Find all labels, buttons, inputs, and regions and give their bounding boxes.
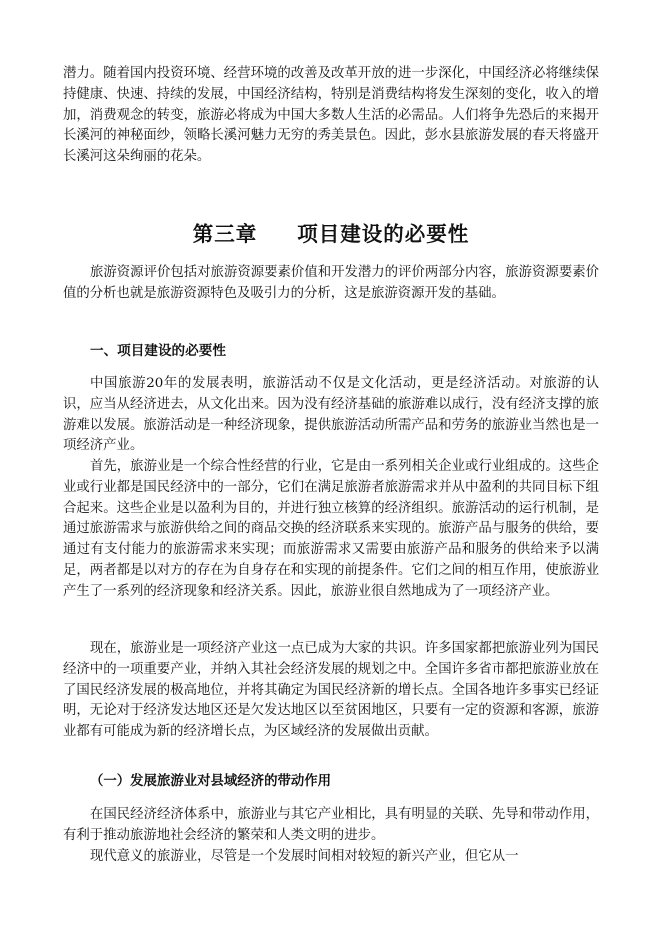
closing-paragraph-1: 在国民经济经济体系中，旅游业与其它产业相比，具有明显的关联、先导和带动作用，有利于推动旅游地社会经济的繁荣和人类文明的进步。 (63, 807, 599, 843)
body-paragraph-1: 中国旅游20年的发展表明，旅游活动不仅是文化活动，更是经济活动。对旅游的认识，应当从经济进去，从文化出来。因为没有经济基础的旅游难以成行，没有经济支撑的旅游难以发展。旅游活动是一种经济现象，提供旅游活动所需产品和劳务的旅游业当然也是一项经济产业。 (63, 376, 599, 454)
body-paragraph-3: 现在，旅游业是一项经济产业这一点已成为大家的共识。许多国家都把旅游业列为国民经济中的一项重要产业，并纳入其社会经济发展的规划之中。全国许多省市都把旅游业放在了国民经济发展的极高地位，并将其确定为国民经济新的增长点。全国各地许多事实已经证明，无论对于经济发达地区还是欠发达地区以至贫困地区，只要有一定的资源和客源，旅游业都有可能成为新的经济增长点，为区域经济的发展做出贡献。 (63, 641, 599, 740)
intro-paragraph: 旅游资源评价包括对旅游资源要素价值和开发潜力的评价两部分内容，旅游资源要素价值的分析也就是旅游资源特色及吸引力的分析，这是旅游资源开发的基础。 (63, 265, 599, 301)
subsection-heading: （一）发展旅游业对县域经济的带动作用 (90, 773, 332, 789)
chapter-title: 项目建设的必要性 (297, 222, 470, 246)
chapter-number: 第三章 (192, 222, 258, 246)
body-paragraph-2: 首先，旅游业是一个综合性经营的行业，它是由一系列相关企业或行业组成的。这些企业或行业都是国民经济中的一部分，它们在满足旅游者旅游需求并从中盈利的共同目标下组合起来。这些企业是以盈利为目的，并进行独立核算的经济组织。旅游活动的运行机制，是通过旅游需求与旅游供给之间的商品交换的经济联系来实现的。旅游产品与服务的供给，要通过有支付能力的旅游需求来实现；而旅游需求又需要由旅游产品和服务的供给来予以满足，两者都是以对方的存在为自身存在和实现的前提条件。它们之间的相互作用，使旅游业产生了一系列的经济现象和经济关系。因此，旅游业很自然地成为了一项经济产业。 (63, 459, 599, 599)
closing-paragraph-2: 现代意义的旅游业，尽管是一个发展时间相对较短的新兴产业，但它从一 (90, 849, 519, 864)
chapter-heading (0, 217, 662, 247)
top-paragraph: 潜力。随着国内投资环境、经营环境的改善及改革开放的进一步深化，中国经济必将继续保持健康、快速、持续的发展，中国经济结构，特别是消费结构将发生深刻的变化，收入的增加，消费观念的转变，旅游必将成为中国大多数人生活的必需品。人们将争先恐后的来揭开长溪河的神秘面纱，领略长溪河魅力无穷的秀美景色。因此，彭水县旅游发展的春天将盛开长溪河这朵绚丽的花朵。 (63, 66, 599, 165)
section-heading: 一、项目建设的必要性 (90, 343, 226, 359)
